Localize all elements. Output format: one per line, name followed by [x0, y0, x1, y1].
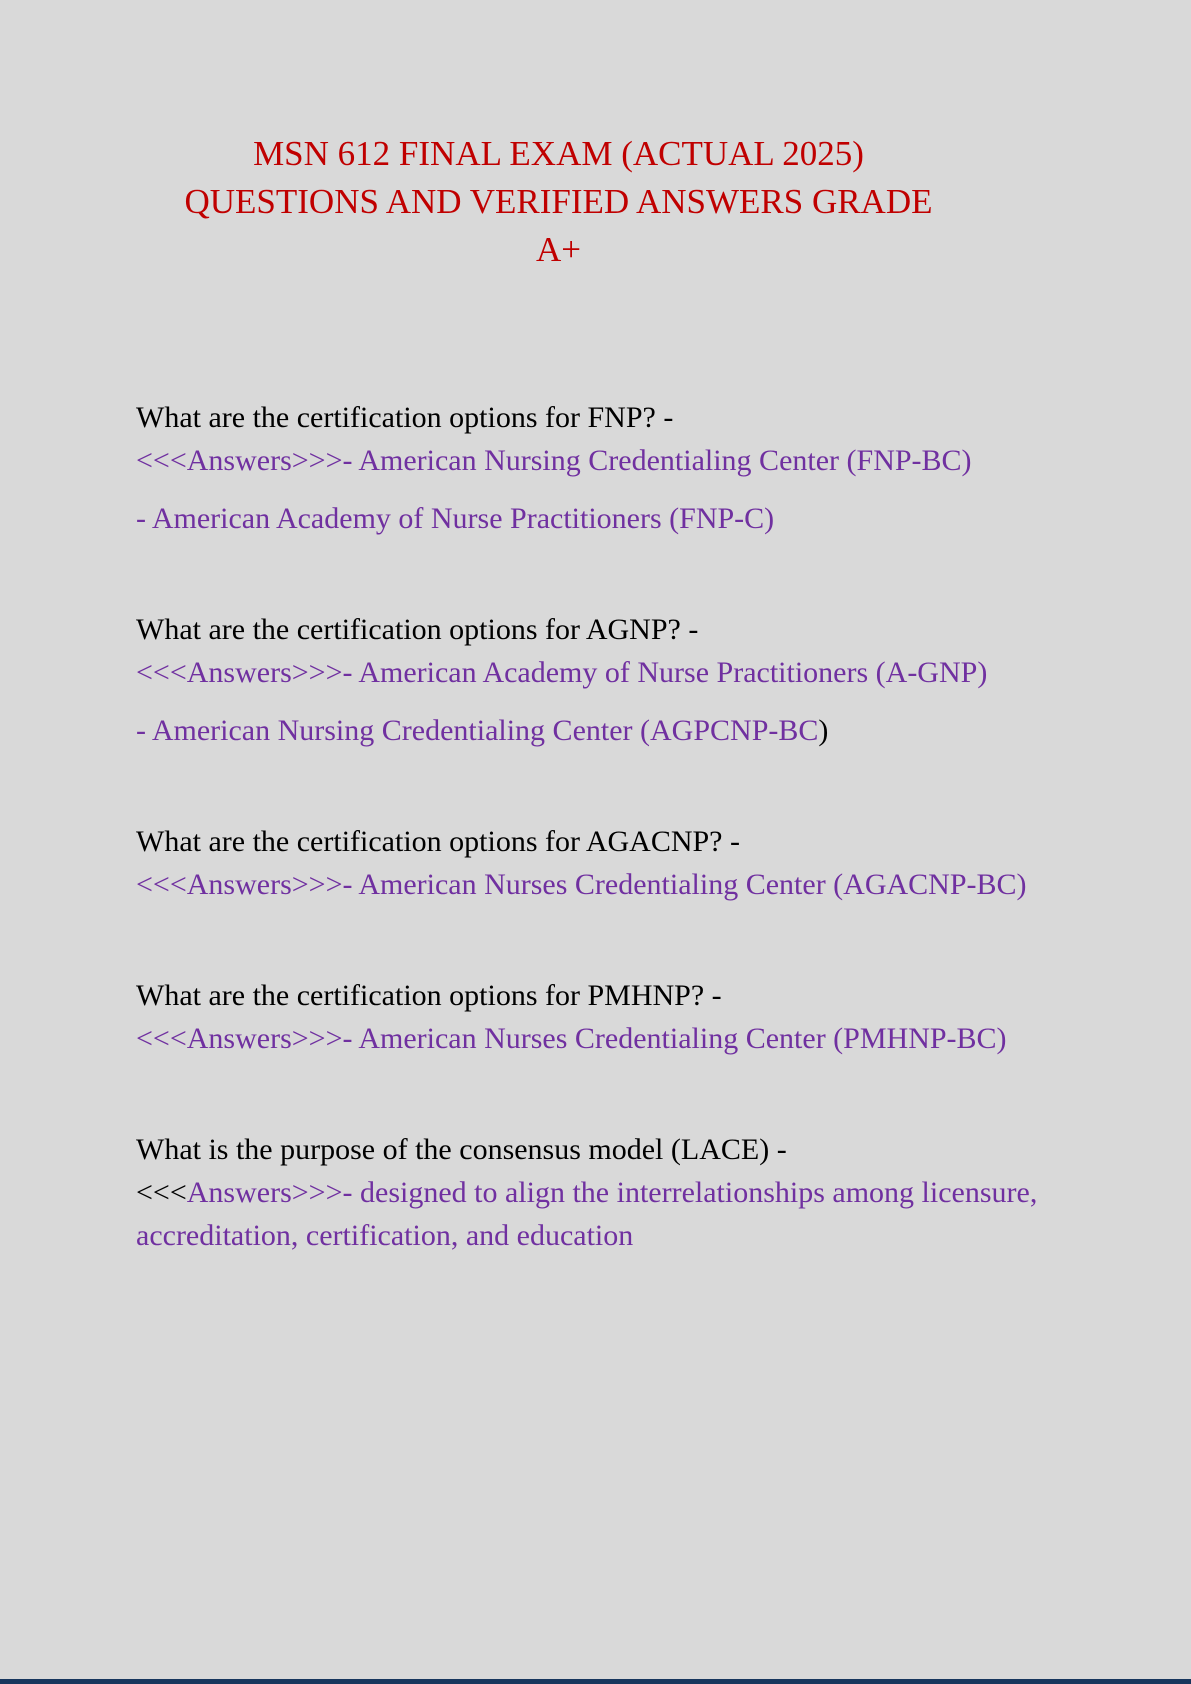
qa-paragraph — [136, 974, 1086, 1060]
extra-answer-text: - American Nursing Credentialing Center (AGPCNP-BC — [136, 714, 819, 747]
page-title-line: A+ — [535, 230, 581, 269]
question-text: What are the certification options for AGNP? - — [136, 613, 699, 646]
qa-block — [136, 608, 1086, 752]
answer-text: <<<Answers>>>- American Nurses Credentialing Center (AGACNP-BC) — [136, 868, 1027, 901]
answer-prefix-text: <<< — [136, 1176, 187, 1209]
qa-block — [136, 396, 1086, 540]
answer-text: <<<Answers>>>- American Academy of Nurse Practitioners (A-GNP) — [136, 656, 988, 689]
qa-block — [136, 974, 1086, 1060]
qa-paragraph — [136, 820, 1086, 906]
question-text: What is the purpose of the consensus model (LACE) - — [136, 1133, 787, 1166]
qa-block — [136, 820, 1086, 906]
extra-answer-suffix: ) — [818, 714, 829, 747]
question-text: What are the certification options for FNP? - — [136, 401, 674, 434]
page-title — [136, 130, 981, 274]
answer-text: <<<Answers>>>- American Nurses Credentialing Center (PMHNP-BC) — [136, 1022, 1007, 1055]
page-title-line: MSN 612 FINAL EXAM (ACTUAL 2025) — [253, 134, 864, 173]
question-text: What are the certification options for PMHNP? - — [136, 979, 722, 1012]
qa-extra-paragraph — [136, 497, 1086, 540]
question-text: What are the certification options for AGACNP? - — [136, 825, 740, 858]
answer-text: Answers>>>- designed to align the interrelationships among licensure, accreditation, certification, and education — [136, 1176, 1038, 1252]
page-bottom-bar — [0, 1679, 1191, 1684]
extra-answer-text: - American Academy of Nurse Practitioners (FNP-C) — [136, 502, 775, 535]
qa-paragraph — [136, 396, 1086, 482]
answer-text: <<<Answers>>>- American Nursing Credentialing Center (FNP-BC) — [136, 444, 972, 477]
qa-paragraph — [136, 608, 1086, 694]
qa-extra-paragraph — [136, 709, 1086, 752]
qa-block — [136, 1128, 1086, 1257]
qa-paragraph — [136, 1128, 1086, 1257]
page-title-line: QUESTIONS AND VERIFIED ANSWERS GRADE — [184, 182, 933, 221]
document-body — [136, 396, 1086, 1325]
